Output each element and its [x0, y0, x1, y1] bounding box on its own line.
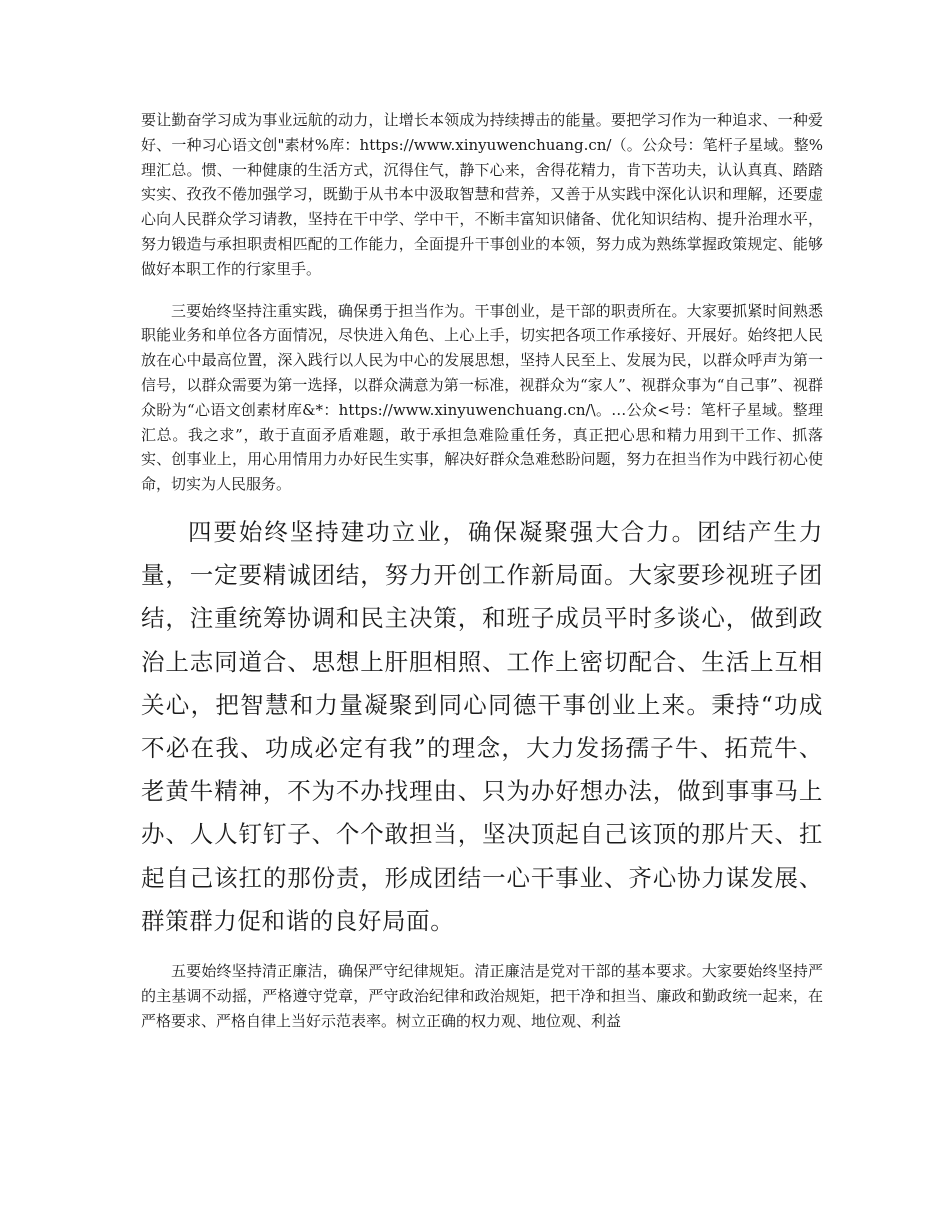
document-page	[141, 108, 823, 1033]
paragraph-study: 要让勤奋学习成为事业远航的动力，让增长本领成为持续搏击的能量。要把学习作为一种追求、一种爱好、一种习心语文创"素材%库：https://www.xinyuwenchuang.cn/（。公众号：笔杆子星域。整%理汇总。惯、一种健康的生活方式，沉得住气，静下心来，舍得花精力，肯下苦功夫，认认真真、踏踏实实、孜孜不倦加强学习，既勤于从书本中汲取智慧和营养，又善于从实践中深化认识和理解，还要虚心向人民群众学习请教，坚持在干中学、学中干，不断丰富知识储备、优化知识结构、提升治理水平，努力锻造与承担职责相匹配的工作能力，全面提升干事创业的本领，努力成为熟练掌握政策规定、能够做好本职工作的行家里手。	[141, 111, 823, 278]
paragraph-integrity: 五要始终坚持清正廉洁，确保严守纪律规矩。清正廉洁是党对干部的基本要求。大家要始终坚持严的主基调不动摇，严格遵守党章，严守政治纪律和政治规矩，把干净和担当、廉政和勤政统一起来，在严格要求、严格自律上当好示范表率。树立正确的权力观、地位观、利益	[141, 961, 823, 1030]
paragraph-unity: 四要始终坚持建功立业，确保凝聚强大合力。团结产生力量，一定要精诚团结，努力开创工作新局面。大家要珍视班子团结，注重统筹协调和民主决策，和班子成员平时多谈心，做到政治上志同道合、思想上肝胆相照、工作上密切配合、生活上互相关心，把智慧和力量凝聚到同心同德干事创业上来。秉持“功成不必在我、功成必定有我”的理念，大力发扬孺子牛、拓荒牛、老黄牛精神，不为不办找理由、只为办好想办法，做到事事马上办、人人钉钉子、个个敢担当，坚决顶起自己该顶的那片天、扛起自己该扛的那份责，形成团结一心干事业、齐心协力谋发展、群策群力促和谐的良好局面。	[141, 517, 823, 935]
paragraph-practice: 三要始终坚持注重实践，确保勇于担当作为。干事创业，是干部的职责所在。大家要抓紧时间熟悉职能业务和单位各方面情况，尽快进入角色、上心上手，切实把各项工作承接好、开展好。始终把人民放在心中最高位置，深入践行以人民为中心的发展思想，坚持人民至上、发展为民，以群众呼声为第一信号，以群众需要为第一选择，以群众满意为第一标准，视群众为“家人”、视群众事为“自己事”、视群众盼为“心语文创素材库&*：https://www.xinyuwenchuang.cn/\。…公众<号：笔杆子星域。整理汇总。我之求”，敢于直面矛盾难题，敢于承担急难险重任务，真正把心思和精力用到干工作、抓落实、创事业上，用心用情用力办好民生实事，解决好群众急难愁盼问题，努力在担当作为中践行初心使命，切实为人民服务。	[141, 301, 823, 494]
